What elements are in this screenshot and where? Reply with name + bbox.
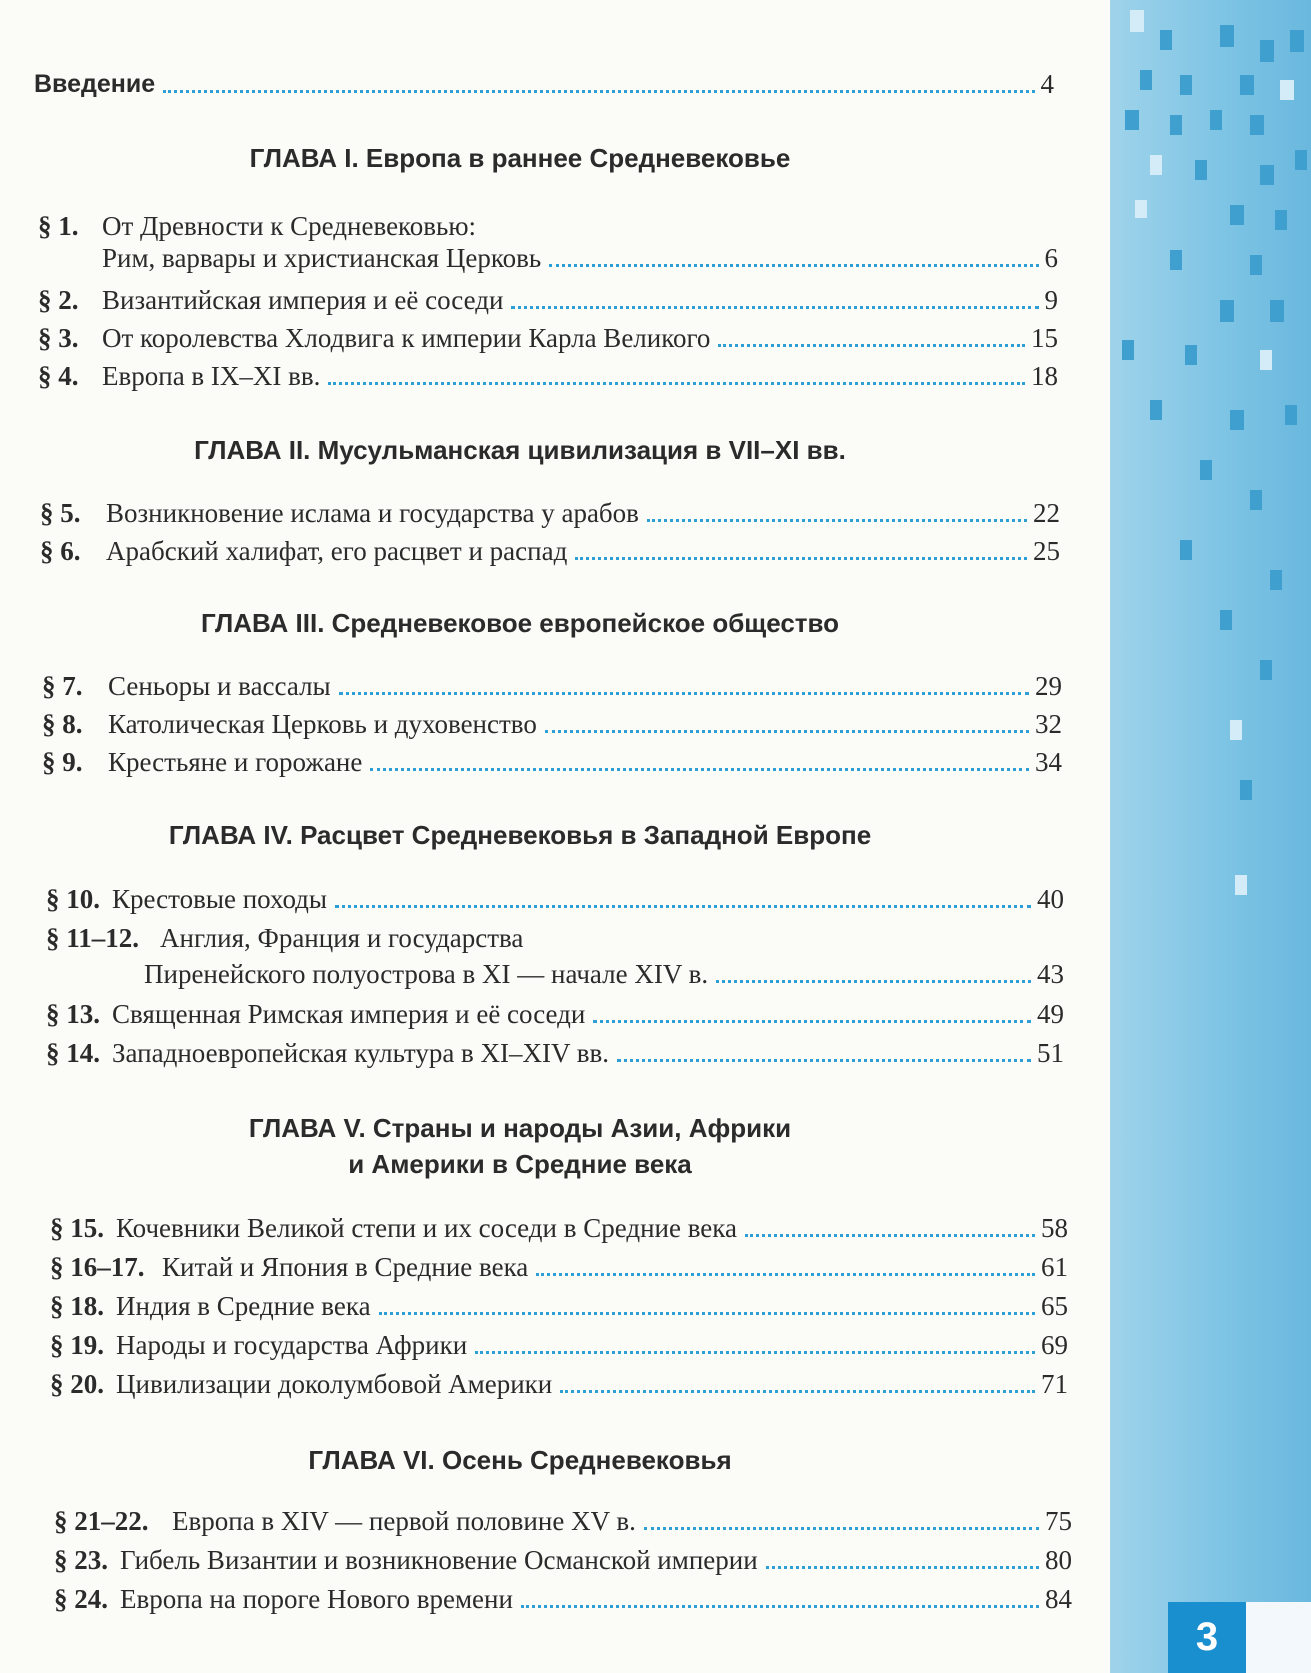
toc-entry xyxy=(54,1505,1072,1537)
toc-entry xyxy=(42,670,1062,702)
toc-entry-title: Европа на пороге Нового времени xyxy=(120,1584,513,1614)
decorative-sidebar-strip xyxy=(1110,0,1311,1673)
decorative-square xyxy=(1285,405,1297,425)
dot-leader xyxy=(766,1566,1039,1569)
decorative-square xyxy=(1130,10,1144,32)
section-number: § 4. xyxy=(38,361,79,391)
decorative-square xyxy=(1260,350,1272,370)
toc-entry-title: Католическая Церковь и духовенство xyxy=(108,709,537,739)
toc-entry xyxy=(38,322,1058,354)
chapter-heading: ГЛАВА V. Страны и народы Азии, Африки xyxy=(248,1113,792,1143)
section-number: § 14. xyxy=(46,1038,100,1068)
decorative-square xyxy=(1200,460,1212,480)
toc-entry-title: Кочевники Великой степи и их соседи в Средние века xyxy=(116,1213,737,1243)
toc-entry-page: 29 xyxy=(1035,671,1062,701)
toc-entry-page: 61 xyxy=(1041,1252,1068,1282)
toc-entry-title: Европа в XIV — первой половине XV в. xyxy=(172,1506,636,1536)
toc-entry xyxy=(38,360,1058,392)
decorative-square xyxy=(1220,610,1232,630)
toc-entry-continuation xyxy=(102,242,1058,274)
decorative-square xyxy=(1140,70,1152,90)
toc-entry-title: Народы и государства Африки xyxy=(116,1330,468,1360)
decorative-square xyxy=(1230,205,1244,225)
toc-entry xyxy=(46,922,1064,954)
toc-entry-title: Возникновение ислама и государства у арабов xyxy=(106,498,639,528)
dot-leader xyxy=(536,1273,1035,1276)
toc-entry-page: 75 xyxy=(1045,1506,1072,1536)
section-number: § 18. xyxy=(50,1291,104,1321)
decorative-square xyxy=(1150,155,1162,175)
toc-entry xyxy=(50,1251,1068,1283)
decorative-square xyxy=(1135,200,1147,218)
toc-entry-page: 22 xyxy=(1033,498,1060,528)
dot-leader xyxy=(718,344,1025,347)
toc-entry xyxy=(50,1212,1068,1244)
decorative-square xyxy=(1150,400,1162,420)
dot-leader xyxy=(617,1059,1031,1062)
dot-leader xyxy=(370,768,1029,771)
decorative-square xyxy=(1250,490,1262,510)
chapter-heading: ГЛАВА II. Мусульманская цивилизация в VII–XI вв. xyxy=(194,435,846,465)
dot-leader xyxy=(549,264,1038,267)
decorative-square xyxy=(1230,720,1242,740)
dot-leader xyxy=(521,1605,1039,1608)
dot-leader xyxy=(644,1527,1039,1530)
toc-entry-page: 80 xyxy=(1045,1545,1072,1575)
dot-leader xyxy=(339,692,1029,695)
toc-entry-title: Китай и Япония в Средние века xyxy=(162,1252,529,1282)
section-number: § 23. xyxy=(54,1545,108,1575)
dot-leader xyxy=(335,905,1031,908)
page-number-badge-tab xyxy=(1246,1602,1311,1673)
decorative-square xyxy=(1180,540,1192,560)
chapter-heading-line2: и Америки в Средние века xyxy=(348,1149,692,1179)
toc-entry-continuation xyxy=(144,958,1064,990)
chapter-heading: ГЛАВА III. Средневековое европейское общество xyxy=(200,608,840,638)
toc-entry-page: 84 xyxy=(1045,1584,1072,1614)
section-number: § 1. xyxy=(38,211,79,241)
toc-entry-page: 25 xyxy=(1033,536,1060,566)
toc-entry-page: 4 xyxy=(1040,69,1054,99)
decorative-square xyxy=(1275,210,1287,230)
toc-entry-title: Западноевропейская культура в XI–XIV вв. xyxy=(112,1038,610,1068)
toc-entry-title: Крестовые походы xyxy=(112,884,328,914)
section-number: § 16–17. xyxy=(50,1252,145,1282)
toc-entry-page: 34 xyxy=(1035,747,1062,777)
decorative-square xyxy=(1122,340,1134,360)
dot-leader xyxy=(163,90,1034,93)
section-number: § 24. xyxy=(54,1584,108,1614)
decorative-square xyxy=(1160,30,1172,50)
toc-entry-page: 18 xyxy=(1031,361,1058,391)
chapter-heading: ГЛАВА IV. Расцвет Средневековья в Западной Европе xyxy=(168,820,872,850)
decorative-square xyxy=(1185,345,1197,365)
dot-leader xyxy=(593,1020,1031,1023)
decorative-square xyxy=(1170,115,1182,135)
section-number: § 8. xyxy=(42,709,83,739)
dot-leader xyxy=(575,557,1027,560)
toc-entry-page: 15 xyxy=(1031,323,1058,353)
decorative-square xyxy=(1260,165,1274,185)
dot-leader xyxy=(745,1234,1035,1237)
section-number: § 13. xyxy=(46,999,100,1029)
section-number: § 11–12. xyxy=(46,923,140,953)
chapter-heading: ГЛАВА I. Европа в раннее Средневековье xyxy=(249,143,791,173)
decorative-square xyxy=(1270,570,1282,590)
dot-leader xyxy=(560,1390,1035,1393)
section-number: § 19. xyxy=(50,1330,104,1360)
decorative-square xyxy=(1270,300,1284,322)
toc-entry-title: Крестьяне и горожане xyxy=(108,747,363,777)
toc-entry-page: 71 xyxy=(1041,1369,1068,1399)
decorative-square xyxy=(1210,110,1222,130)
toc-entry xyxy=(40,497,1060,529)
decorative-square xyxy=(1240,780,1252,800)
decorative-square xyxy=(1250,115,1264,135)
toc-entry-intro xyxy=(34,68,1054,100)
section-number: § 2. xyxy=(38,285,79,315)
section-number: § 15. xyxy=(50,1213,104,1243)
toc-entry-page: 51 xyxy=(1037,1038,1064,1068)
decorative-square xyxy=(1170,250,1182,270)
dot-leader xyxy=(475,1351,1035,1354)
toc-entry xyxy=(40,535,1060,567)
section-number: § 10. xyxy=(46,884,100,914)
decorative-square xyxy=(1220,300,1234,322)
toc-entry-title-line2: Пиренейского полуострова в XI — начале XIV в. xyxy=(144,959,709,989)
toc-entry xyxy=(50,1329,1068,1361)
decorative-square xyxy=(1295,150,1307,170)
section-number: § 7. xyxy=(42,671,83,701)
chapter-heading: ГЛАВА VI. Осень Средневековья xyxy=(308,1445,732,1475)
page-number-badge: 3 xyxy=(1168,1602,1246,1673)
toc-entry-page: 43 xyxy=(1037,959,1064,989)
toc-entry-title: Византийская империя и её соседи xyxy=(102,285,504,315)
decorative-square xyxy=(1180,75,1192,95)
toc-entry-title: От королевства Хлодвига к империи Карла Великого xyxy=(102,323,711,353)
dot-leader xyxy=(716,980,1031,983)
dot-leader xyxy=(545,730,1029,733)
decorative-square xyxy=(1250,255,1262,275)
toc-entry xyxy=(50,1290,1068,1322)
toc-entry xyxy=(38,210,1058,242)
section-number: § 21–22. xyxy=(54,1506,149,1536)
decorative-square xyxy=(1195,160,1207,180)
decorative-square xyxy=(1230,410,1244,430)
toc-entry xyxy=(50,1368,1068,1400)
dot-leader xyxy=(647,519,1027,522)
toc-entry xyxy=(46,998,1064,1030)
toc-entry-page: 32 xyxy=(1035,709,1062,739)
toc-entry-title: От Древности к Средневековью: xyxy=(102,211,477,241)
dot-leader xyxy=(328,382,1025,385)
toc-entry xyxy=(54,1544,1072,1576)
toc-entry-page: 69 xyxy=(1041,1330,1068,1360)
toc-entry-title: Гибель Византии и возникновение Османской империи xyxy=(120,1545,758,1575)
section-number: § 3. xyxy=(38,323,79,353)
toc-entry xyxy=(46,883,1064,915)
toc-entry-page: 49 xyxy=(1037,999,1064,1029)
decorative-square xyxy=(1260,660,1272,680)
dot-leader xyxy=(511,306,1038,309)
toc-entry-page: 6 xyxy=(1044,243,1058,273)
decorative-square xyxy=(1240,75,1254,95)
toc-entry-title: Цивилизации доколумбовой Америки xyxy=(116,1369,553,1399)
toc-entry-title: Введение xyxy=(34,70,156,98)
decorative-square xyxy=(1235,875,1247,895)
toc-entry-title: Европа в IX–XI вв. xyxy=(102,361,321,391)
toc-entry-page: 40 xyxy=(1037,884,1064,914)
toc-entry-title: Священная Римская империя и её соседи xyxy=(112,999,586,1029)
toc-entry-title: Арабский халифат, его расцвет и распад xyxy=(106,536,568,566)
decorative-square xyxy=(1280,80,1294,100)
toc-entry xyxy=(42,708,1062,740)
toc-entry-page: 65 xyxy=(1041,1291,1068,1321)
toc-entry-title: Индия в Средние века xyxy=(116,1291,371,1321)
section-number: § 9. xyxy=(42,747,83,777)
toc-entry xyxy=(46,1037,1064,1069)
toc-entry-title: Сеньоры и вассалы xyxy=(108,671,331,701)
decorative-square xyxy=(1220,25,1234,47)
toc-entry xyxy=(42,746,1062,778)
toc-entry xyxy=(38,284,1058,316)
toc-entry xyxy=(54,1583,1072,1615)
toc-entry-page: 58 xyxy=(1041,1213,1068,1243)
dot-leader xyxy=(379,1312,1035,1315)
section-number: § 6. xyxy=(40,536,81,566)
toc-entry-title-line2: Рим, варвары и христианская Церковь xyxy=(102,243,542,273)
section-number: § 5. xyxy=(40,498,81,528)
decorative-square xyxy=(1260,40,1274,62)
toc-entry-title: Англия, Франция и государства xyxy=(160,923,524,953)
decorative-square xyxy=(1125,110,1139,130)
toc-entry-page: 9 xyxy=(1044,285,1058,315)
decorative-square xyxy=(1290,30,1304,52)
section-number: § 20. xyxy=(50,1369,104,1399)
